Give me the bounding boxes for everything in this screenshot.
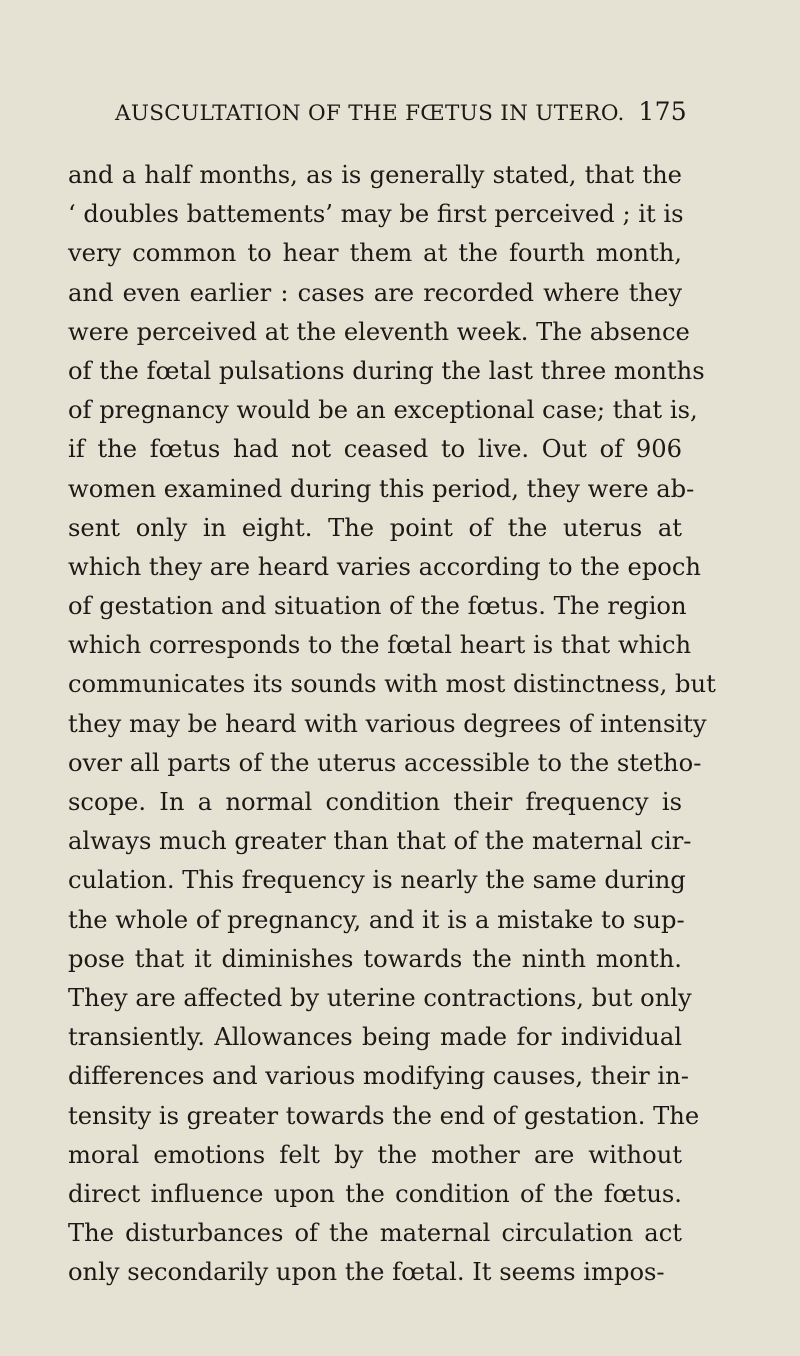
text-line: communicates its sounds with most distinctness, but — [68, 670, 716, 699]
body-text — [68, 156, 716, 1292]
text-line: and a half months, as is generally stated, that the — [68, 161, 682, 189]
text-line: always much greater than that of the maternal cir- — [68, 827, 692, 856]
text-line: tensity is greater towards the end of gestation. The — [68, 1101, 700, 1130]
text-line: only secondarily upon the fœtal. It seems impos- — [68, 1258, 665, 1287]
text-line: transiently. Allowances being made for individual — [68, 1023, 682, 1052]
text-line: which corresponds to the fœtal heart is that which — [68, 631, 692, 660]
text-line: were perceived at the eleventh week. The absence — [68, 317, 690, 346]
text-line: direct influence upon the condition of the fœtus. — [68, 1179, 682, 1208]
text-line: moral emotions felt by the mother are without — [68, 1140, 682, 1169]
running-title: AUSCULTATION OF THE FŒTUS IN UTERO. — [115, 101, 625, 126]
text-line: The disturbances of the maternal circulation act — [68, 1219, 682, 1248]
text-line: differences and various modifying causes, their in- — [68, 1062, 689, 1091]
text-line: They are affected by uterine contractions, but only — [68, 983, 692, 1012]
text-line: very common to hear them at the fourth month, — [68, 239, 682, 268]
text-line: ‘ doubles battements’ may be first perceived ; it is — [68, 200, 684, 229]
running-head — [115, 97, 687, 126]
text-line: if the fœtus had not ceased to live. Out of 906 — [68, 435, 682, 464]
text-line: pose that it diminishes towards the ninth month. — [68, 944, 682, 973]
text-line: women examined during this period, they were ab- — [68, 474, 695, 503]
text-line: of the fœtal pulsations during the last three months — [68, 356, 705, 385]
text-line: of pregnancy would be an exceptional case; that is, — [68, 396, 698, 425]
text-line: the whole of pregnancy, and it is a mistake to sup- — [68, 905, 685, 934]
text-line: scope. In a normal condition their frequency is — [68, 788, 682, 816]
text-line: culation. This frequency is nearly the same during — [68, 866, 686, 895]
page-number: 175 — [638, 97, 687, 126]
text-line: of gestation and situation of the fœtus. The region — [68, 592, 687, 621]
text-line: which they are heard varies according to the epoch — [68, 552, 701, 581]
text-line: and even earlier : cases are recorded where they — [68, 278, 682, 307]
text-line: sent only in eight. The point of the uterus at — [68, 513, 682, 542]
text-line: they may be heard with various degrees of intensity — [68, 709, 707, 738]
text-line: over all parts of the uterus accessible to the stetho- — [68, 748, 702, 777]
